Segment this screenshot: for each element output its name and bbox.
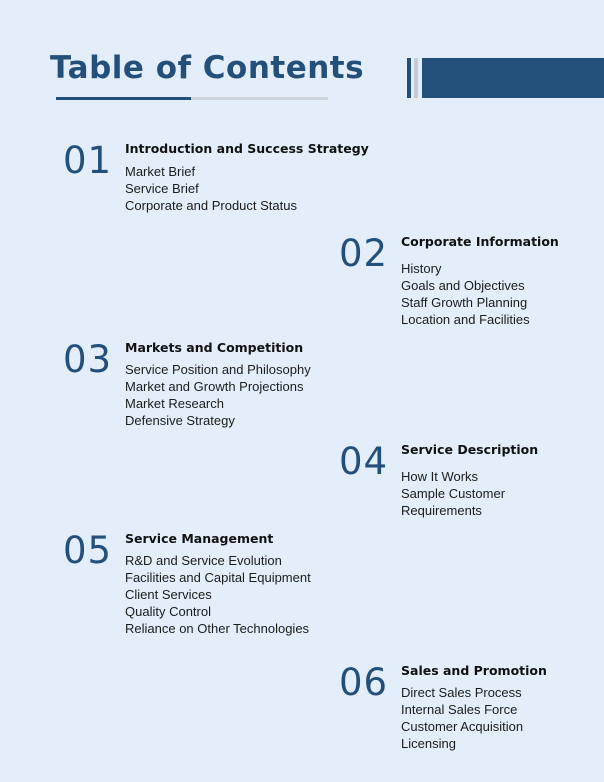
section-heading: Introduction and Success Strategy xyxy=(125,141,369,156)
page-title: Table of Contents xyxy=(50,50,365,86)
section-number: 03 xyxy=(63,338,113,381)
section-item[interactable]: Direct Sales Process xyxy=(401,685,522,700)
section-item[interactable]: Goals and Objectives xyxy=(401,278,525,293)
section-item[interactable]: Internal Sales Force xyxy=(401,702,518,717)
section-item[interactable]: R&D and Service Evolution xyxy=(125,553,282,568)
section-heading: Sales and Promotion xyxy=(401,663,547,678)
section-item[interactable]: Service Position and Philosophy xyxy=(125,362,311,377)
section-item[interactable]: Licensing xyxy=(401,736,456,751)
section-heading: Service Management xyxy=(125,531,274,546)
section-item[interactable]: Service Brief xyxy=(125,181,199,196)
section-number: 02 xyxy=(339,232,389,275)
section-item[interactable]: Market Research xyxy=(125,396,224,411)
section-item[interactable]: Market Brief xyxy=(125,164,196,179)
decorative-bar xyxy=(407,58,411,98)
section-heading: Service Description xyxy=(401,442,539,457)
section-item-list xyxy=(125,552,311,637)
section-item-list xyxy=(401,260,530,328)
section-heading: Corporate Information xyxy=(401,234,559,249)
decorative-bar xyxy=(414,58,418,98)
section-item-list xyxy=(401,684,523,752)
section-heading: Markets and Competition xyxy=(125,340,304,355)
section-item[interactable]: Staff Growth Planning xyxy=(401,295,528,310)
section-item[interactable]: Facilities and Capital Equipment xyxy=(125,570,311,585)
section-number: 04 xyxy=(339,440,389,483)
section-number: 06 xyxy=(339,661,389,704)
section-item[interactable]: Reliance on Other Technologies xyxy=(125,621,310,636)
section-item[interactable]: How It Works xyxy=(401,469,479,484)
section-item[interactable]: Corporate and Product Status xyxy=(125,198,297,213)
section-item-list xyxy=(125,163,297,214)
section-item[interactable]: Quality Control xyxy=(125,604,211,619)
section-item[interactable]: Defensive Strategy xyxy=(125,413,235,428)
section-number: 05 xyxy=(63,529,113,572)
section-item[interactable]: Client Services xyxy=(125,587,212,602)
section-number: 01 xyxy=(63,139,113,182)
section-item[interactable]: Requirements xyxy=(401,503,482,518)
section-item-list xyxy=(125,361,311,429)
section-item[interactable]: Customer Acquisition xyxy=(401,719,524,734)
section-item[interactable]: Sample Customer xyxy=(401,486,506,501)
decorative-block xyxy=(422,58,604,98)
section-item-list xyxy=(401,468,505,519)
section-item[interactable]: Location and Facilities xyxy=(401,312,530,327)
title-underline-accent xyxy=(56,97,191,100)
section-item[interactable]: Market and Growth Projections xyxy=(125,379,304,394)
section-item[interactable]: History xyxy=(401,261,442,276)
